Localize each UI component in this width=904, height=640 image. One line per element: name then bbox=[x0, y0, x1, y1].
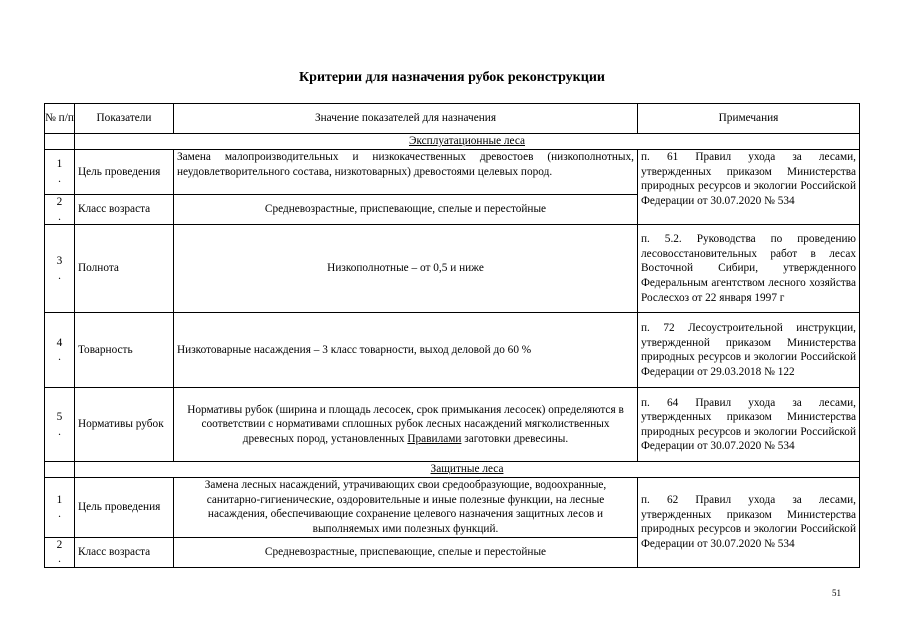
row-number: 1 . bbox=[45, 478, 75, 537]
page-number: 51 bbox=[832, 588, 841, 598]
row-number: 2 . bbox=[45, 537, 75, 567]
row-note: п. 64 Правил ухода за лесами, утвержденных приказом Министерства природных ресурсов и экологии Российской Федерации от 30.07.2020 № 534 bbox=[638, 388, 860, 462]
table-row bbox=[45, 150, 860, 195]
section-heading-exploitation: Эксплуатационные леса bbox=[75, 134, 860, 150]
row-indicator: Цель проведения bbox=[75, 478, 174, 537]
row-number: 4 . bbox=[45, 313, 75, 388]
rules-link[interactable]: Правилами bbox=[407, 432, 462, 445]
row-note: п. 5.2. Руководства по проведению лесовосстановительных работ в лесах Восточной Сибири, утвержденного Федеральным агентством лесного хозяйства Рослесхоз от 22 января 1997 г bbox=[638, 225, 860, 313]
row-indicator: Класс возраста bbox=[75, 195, 174, 225]
header-value: Значение показателей для назначения bbox=[174, 104, 638, 134]
section-blank-cell bbox=[45, 134, 75, 150]
document-title: Критерии для назначения рубок реконструкции bbox=[299, 70, 605, 85]
row-value: Средневозрастные, приспевающие, спелые и перестойные bbox=[174, 537, 638, 567]
header-notes: Примечания bbox=[638, 104, 860, 134]
row-indicator: Товарность bbox=[75, 313, 174, 388]
table-row bbox=[45, 313, 860, 388]
row-indicator: Нормативы рубок bbox=[75, 388, 174, 462]
row-value: Замена малопроизводительных и низкокачественных древостоев (низкополнотных, неудовлетворительного состава, низкотоварных) древостоями целевых пород. bbox=[174, 150, 638, 195]
row-number: 1 . bbox=[45, 150, 75, 195]
table-row bbox=[45, 225, 860, 313]
section-heading-protective: Защитные леса bbox=[75, 462, 860, 478]
row-value: Средневозрастные, приспевающие, спелые и перестойные bbox=[174, 195, 638, 225]
header-num: № п/п bbox=[45, 104, 75, 134]
section-blank-cell bbox=[45, 462, 75, 478]
table-row bbox=[45, 388, 860, 462]
header-indicator: Показатели bbox=[75, 104, 174, 134]
section-row bbox=[45, 134, 860, 150]
row-indicator: Цель проведения bbox=[75, 150, 174, 195]
criteria-table bbox=[44, 103, 860, 568]
row-indicator: Полнота bbox=[75, 225, 174, 313]
row-value: Нормативы рубок (ширина и площадь лесосек, срок примыкания лесосек) определяются в соответствии с нормативами сплошных рубок лесных насаждений мягколиственных древесных пород, установленных Правилами заготовки древесины. bbox=[174, 388, 638, 462]
table-header-row bbox=[45, 104, 860, 134]
row-value: Низкополнотные – от 0,5 и ниже bbox=[174, 225, 638, 313]
row-note: п. 62 Правил ухода за лесами, утвержденных приказом Министерства природных ресурсов и экологии Российской Федерации от 30.07.2020 № 534 bbox=[638, 478, 860, 568]
row-value: Низкотоварные насаждения – 3 класс товарности, выход деловой до 60 % bbox=[174, 313, 638, 388]
row-note: п. 72 Лесоустроительной инструкции, утвержденной приказом Министерства природных ресурсов и экологии Российской Федерации от 29.03.2018 № 122 bbox=[638, 313, 860, 388]
table-row bbox=[45, 478, 860, 537]
row-value: Замена лесных насаждений, утрачивающих свои средообразующие, водоохранные, санитарно-гигиенические, оздоровительные и иные полезные функции, на лесные насаждения, обеспечивающие сохранение целевого назначения защитных лесов и выполняемых ими полезных функций. bbox=[174, 478, 638, 537]
row-number: 5 . bbox=[45, 388, 75, 462]
row-note: п. 61 Правил ухода за лесами, утвержденных приказом Министерства природных ресурсов и экологии Российской Федерации от 30.07.2020 № 534 bbox=[638, 150, 860, 225]
row-number: 3 . bbox=[45, 225, 75, 313]
row-number: 2 . bbox=[45, 195, 75, 225]
section-row bbox=[45, 462, 860, 478]
row-indicator: Класс возраста bbox=[75, 537, 174, 567]
